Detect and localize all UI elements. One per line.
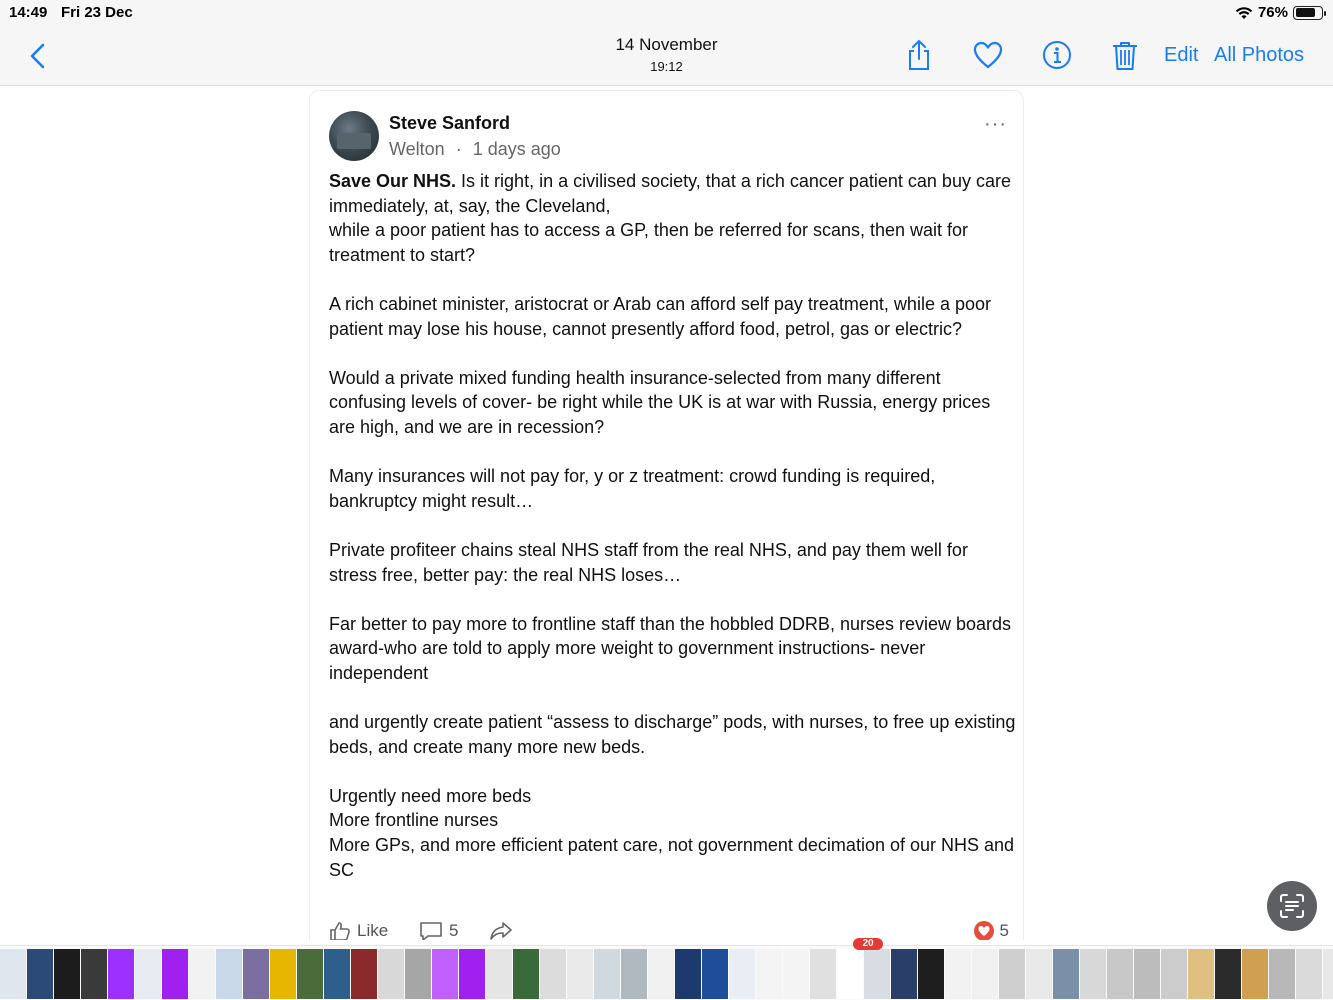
thumbnail[interactable] bbox=[405, 949, 431, 999]
thumbnail[interactable] bbox=[351, 949, 377, 999]
post-card bbox=[309, 90, 1024, 940]
thumbnail[interactable] bbox=[621, 949, 647, 999]
thumbnail[interactable] bbox=[0, 949, 26, 999]
thumbnail[interactable] bbox=[864, 949, 890, 999]
post-paragraph-8: Urgently need more beds More frontline nurses More GPs, and more efficient patent care, not government decimation of our NHS and SC bbox=[329, 785, 1015, 880]
wifi-icon bbox=[1235, 6, 1253, 20]
thumbnail[interactable] bbox=[513, 949, 539, 999]
photo-nav-bar bbox=[0, 26, 1333, 86]
post-share-button bbox=[489, 921, 513, 940]
live-text-icon bbox=[1278, 892, 1306, 920]
thumbnail[interactable] bbox=[81, 949, 107, 999]
thumbnail[interactable] bbox=[432, 949, 458, 999]
edit-button[interactable]: Edit bbox=[1164, 44, 1199, 66]
thumbnail[interactable] bbox=[297, 949, 323, 999]
thumbnail-badge: 20 bbox=[853, 938, 883, 950]
thumbnail[interactable] bbox=[135, 949, 161, 999]
thumbnail[interactable] bbox=[1269, 949, 1295, 999]
post-paragraph-7: and urgently create patient “assess to discharge” pods, with nurses, to free up existing beds, and create many more new beds. bbox=[329, 712, 1016, 757]
comment-button bbox=[419, 921, 458, 940]
thumbnail[interactable] bbox=[162, 949, 188, 999]
thumbnail[interactable] bbox=[567, 949, 593, 999]
thumbnail[interactable] bbox=[1161, 949, 1187, 999]
thumbnail[interactable] bbox=[837, 949, 863, 999]
status-bar bbox=[0, 0, 1333, 26]
info-button[interactable] bbox=[1041, 39, 1073, 71]
thumbnail[interactable] bbox=[783, 949, 809, 999]
thumbnail-row bbox=[0, 949, 1333, 999]
thumbnail-strip bbox=[0, 945, 1333, 1000]
thumbnail[interactable] bbox=[1188, 949, 1214, 999]
thumbnail[interactable] bbox=[108, 949, 134, 999]
trash-icon bbox=[1109, 39, 1141, 71]
post-paragraph-3: Would a private mixed funding health insurance-selected from many different confusing levels of cover- be right while the UK is at war with Russia, energy prices are high, and we are in recession? bbox=[329, 367, 991, 437]
thumbnail[interactable] bbox=[189, 949, 215, 999]
thumbnail[interactable] bbox=[918, 949, 944, 999]
favorite-button[interactable] bbox=[972, 39, 1004, 71]
author-location: Welton bbox=[389, 139, 445, 159]
thumbnail[interactable] bbox=[1323, 949, 1333, 999]
post-paragraph-6: Far better to pay more to frontline staff than the hobbled DDRB, nurses review boards award-who are told to apply more weight to government instructions- never independent bbox=[329, 613, 1012, 683]
thumbnail[interactable] bbox=[945, 949, 971, 999]
post-paragraph-5: Private profiteer chains steal NHS staff from the real NHS, and pay them well for stress free, better pay: the real NHS loses… bbox=[329, 539, 968, 585]
thumbnail[interactable] bbox=[972, 949, 998, 999]
thumbnail[interactable] bbox=[486, 949, 512, 999]
live-text-button[interactable] bbox=[1267, 881, 1317, 931]
heart-reaction-icon bbox=[974, 921, 994, 940]
thumbnail[interactable] bbox=[675, 949, 701, 999]
reaction-count: 5 bbox=[999, 921, 1009, 940]
thumbnail[interactable] bbox=[324, 949, 350, 999]
thumbnail[interactable] bbox=[1080, 949, 1106, 999]
delete-button[interactable] bbox=[1109, 39, 1141, 71]
thumbnail[interactable] bbox=[891, 949, 917, 999]
post-actions-row bbox=[329, 921, 1009, 940]
thumbnail[interactable] bbox=[594, 949, 620, 999]
photo-date-title: 14 November bbox=[615, 35, 718, 54]
thumbnail[interactable] bbox=[1026, 949, 1052, 999]
thumbnail[interactable] bbox=[54, 949, 80, 999]
post-paragraph-1-text: Is it right, in a civilised society, that a rich cancer patient can buy care immediately, at, say, the Cleveland, while a poor patient has to access a GP, then be referred for scans, then wait for treatment to start? bbox=[329, 171, 1011, 265]
battery-fill bbox=[1296, 8, 1315, 17]
info-icon bbox=[1041, 39, 1073, 71]
comment-count: 5 bbox=[449, 921, 459, 940]
thumbnail[interactable] bbox=[243, 949, 269, 999]
post-paragraph-4: Many insurances will not pay for, y or z treatment: crowd funding is required, bankruptcy might result… bbox=[329, 466, 936, 511]
heart-icon bbox=[972, 39, 1004, 71]
thumbnail[interactable] bbox=[1242, 949, 1268, 999]
photo-time-subtitle: 19:12 bbox=[650, 59, 683, 74]
thumbnail[interactable] bbox=[1215, 949, 1241, 999]
thumbnail[interactable] bbox=[270, 949, 296, 999]
post-paragraph-2: A rich cabinet minister, aristocrat or Arab can afford self pay treatment, while a poor patient may lose his house, cannot presently afford food, petrol, gas or electric? bbox=[329, 293, 991, 339]
thumbnail[interactable] bbox=[810, 949, 836, 999]
thumbnail[interactable] bbox=[27, 949, 53, 999]
post-paragraph-1 bbox=[329, 169, 1019, 267]
meta-separator: · bbox=[455, 139, 462, 159]
battery-percent: 76% bbox=[1257, 4, 1288, 21]
comment-icon bbox=[419, 921, 443, 940]
post-lead: Save Our NHS. bbox=[329, 171, 457, 191]
thumbnail[interactable] bbox=[999, 949, 1025, 999]
all-photos-button[interactable]: All Photos bbox=[1214, 44, 1305, 66]
thumbnail[interactable] bbox=[216, 949, 242, 999]
thumbnail[interactable] bbox=[756, 949, 782, 999]
thumbnail[interactable] bbox=[1134, 949, 1160, 999]
like-label: Like bbox=[357, 921, 389, 940]
author-name: Steve Sanford bbox=[389, 113, 511, 133]
thumbnail[interactable] bbox=[1107, 949, 1133, 999]
thumbnail[interactable] bbox=[378, 949, 404, 999]
thumbnail[interactable] bbox=[729, 949, 755, 999]
status-time: 14:49 bbox=[9, 4, 48, 21]
thumbnail[interactable] bbox=[540, 949, 566, 999]
thumbnail[interactable] bbox=[648, 949, 674, 999]
thumbnail[interactable] bbox=[1053, 949, 1079, 999]
post-time-ago: 1 days ago bbox=[472, 139, 561, 159]
like-button bbox=[329, 921, 388, 940]
author-meta bbox=[389, 139, 561, 160]
more-options-button[interactable]: ··· bbox=[984, 113, 1007, 135]
thumbnail[interactable] bbox=[702, 949, 728, 999]
thumbnail[interactable] bbox=[459, 949, 485, 999]
share-icon bbox=[903, 39, 935, 71]
reaction-summary bbox=[974, 921, 1009, 940]
share-arrow-icon bbox=[489, 921, 513, 940]
avatar bbox=[329, 111, 379, 161]
post-body bbox=[329, 169, 1019, 882]
thumb-up-icon bbox=[329, 921, 351, 940]
share-button[interactable] bbox=[903, 39, 935, 71]
status-indicators bbox=[1235, 4, 1323, 21]
battery-icon bbox=[1293, 6, 1323, 20]
thumbnail[interactable] bbox=[1296, 949, 1322, 999]
status-date: Fri 23 Dec bbox=[61, 4, 133, 21]
